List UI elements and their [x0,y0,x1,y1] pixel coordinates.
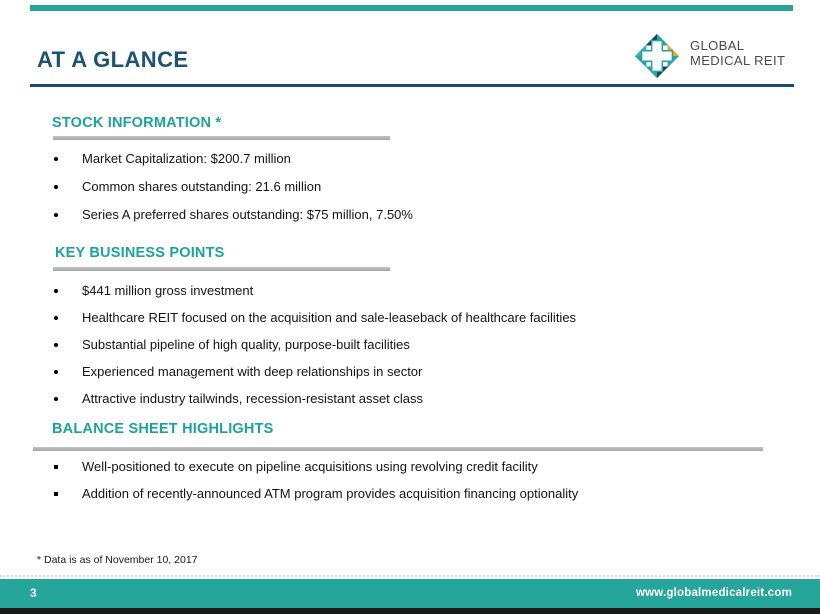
list-item-text: Addition of recently-announced ATM program provides acquisition financing optionality [82,486,579,501]
bullet-marker [54,213,58,217]
list-item [52,284,576,298]
logo-wordmark-line1: GLOBAL [690,38,745,53]
top-accent-bar [30,5,793,11]
bullet-marker-square [54,492,58,496]
logo-wordmark-line2: MEDICAL REIT [690,53,786,68]
list-item-text: Market Capitalization: $200.7 million [82,151,291,166]
bullet-marker [54,397,58,401]
list-item-text: Well-positioned to execute on pipeline acquisitions using revolving credit facility [82,459,538,474]
list-item [52,338,576,352]
list-item [52,311,576,325]
page-title: AT A GLANCE [37,47,189,72]
bullet-marker [54,185,58,189]
heading-underline-stock [53,136,390,140]
bullet-list-key-business-points [52,284,576,419]
list-item [52,460,578,474]
list-item-text: Substantial pipeline of high quality, purpose-built facilities [82,337,410,352]
list-item [52,487,578,501]
bullet-marker [54,370,58,374]
heading-underline-balance-sheet [33,447,763,451]
list-item [52,392,576,406]
bottom-strip [0,608,820,614]
section-heading-stock-information: STOCK INFORMATION * [52,115,222,131]
list-item [52,365,576,379]
bullet-marker [54,316,58,320]
page-number: 3 [30,586,37,600]
list-item [52,180,413,194]
list-item [52,208,413,222]
bullet-marker [54,343,58,347]
list-item-text: Experienced management with deep relationships in sector [82,364,423,379]
dotted-divider [0,575,820,577]
bullet-list-stock-information [52,152,413,236]
heading-underline-key-business-points [53,267,390,271]
list-item-text: $441 million gross investment [82,283,254,298]
bullet-marker [54,157,58,161]
list-item-text: Series A preferred shares outstanding: $75 million, 7.50% [82,207,413,222]
logo-wordmark [690,38,785,68]
footnote: * Data is as of November 10, 2017 [37,554,198,566]
bullet-list-balance-sheet [52,460,578,514]
list-item [52,152,413,166]
bullet-marker-square [54,465,58,469]
company-logo [632,31,797,81]
list-item-text: Common shares outstanding: 21.6 million [82,179,322,194]
section-heading-key-business-points: KEY BUSINESS POINTS [55,245,225,261]
section-heading-balance-sheet-highlights: BALANCE SHEET HIGHLIGHTS [52,421,274,437]
footer-website: www.globalmedicalreit.com [635,587,792,599]
pinwheel-cross-icon [632,32,682,80]
list-item-text: Attractive industry tailwinds, recession-resistant asset class [82,391,424,406]
list-item-text: Healthcare REIT focused on the acquisition and sale-leaseback of healthcare facilities [82,310,577,325]
footer-bar [0,579,820,608]
bullet-marker [54,289,58,293]
title-rule [30,84,794,87]
